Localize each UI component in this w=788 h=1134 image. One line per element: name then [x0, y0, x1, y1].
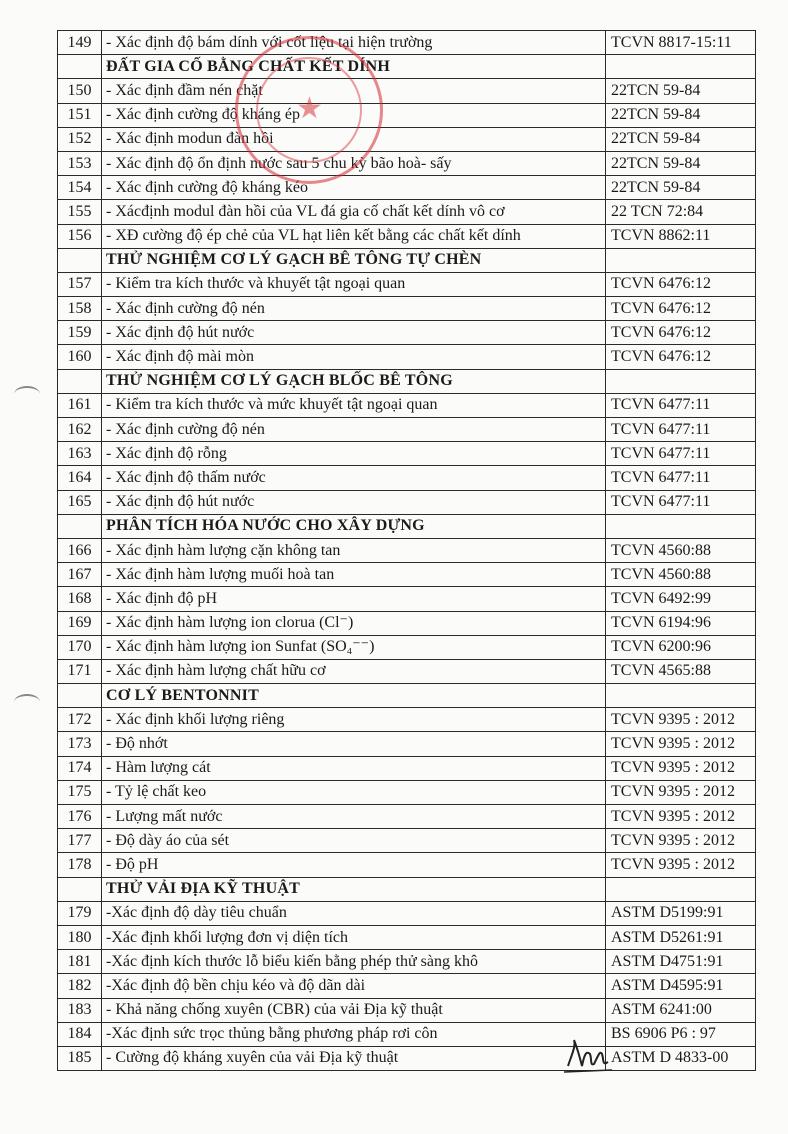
section-title: CƠ LÝ BENTONNIT: [102, 684, 606, 708]
test-description: - Độ dày áo của sét: [102, 829, 606, 853]
test-description: - Xác định độ pH: [102, 587, 606, 611]
table-row: [58, 659, 756, 683]
test-description: - Độ nhớt: [102, 732, 606, 756]
table-row: [58, 756, 756, 780]
standard-code: 22TCN 59-84: [606, 79, 756, 103]
standard-code: TCVN 6492:99: [606, 587, 756, 611]
table-row: [58, 780, 756, 804]
section-header-row: [58, 248, 756, 272]
row-number: 169: [58, 611, 102, 635]
table-row: [58, 272, 756, 296]
standard-code: TCVN 9395 : 2012: [606, 829, 756, 853]
section-num-cell: [58, 684, 102, 708]
punch-hole-mark: [14, 386, 40, 402]
test-description: - Xác định cường độ kháng ép: [102, 103, 606, 127]
row-number: 170: [58, 635, 102, 659]
row-number: 151: [58, 103, 102, 127]
table-row: [58, 345, 756, 369]
section-num-cell: [58, 248, 102, 272]
row-number: 184: [58, 1022, 102, 1046]
table-row: [58, 1022, 756, 1046]
table-row: [58, 31, 756, 55]
standard-code: TCVN 6477:11: [606, 418, 756, 442]
section-header-row: [58, 877, 756, 901]
section-title: THỬ NGHIỆM CƠ LÝ GẠCH BÊ TÔNG TỰ CHÈN: [102, 248, 606, 272]
section-std-cell: [606, 369, 756, 393]
row-number: 176: [58, 805, 102, 829]
section-std-cell: [606, 55, 756, 79]
test-description: -Xác định kích thước lỗ biểu kiến bằng phép thử sàng khô: [102, 950, 606, 974]
row-number: 153: [58, 151, 102, 175]
section-num-cell: [58, 877, 102, 901]
row-number: 183: [58, 998, 102, 1022]
test-description: - Xác định hàm lượng cặn không tan: [102, 538, 606, 562]
standard-code: TCVN 8817-15:11: [606, 31, 756, 55]
standard-code: ASTM D 4833-00: [606, 1046, 756, 1070]
test-description: - Xác định hàm lượng ion Sunfat (SO₄⁻⁻): [102, 635, 606, 659]
standard-code: TCVN 6477:11: [606, 393, 756, 417]
table-row: [58, 732, 756, 756]
row-number: 168: [58, 587, 102, 611]
section-title: THỬ VẢI ĐỊA KỸ THUẬT: [102, 877, 606, 901]
table-row: [58, 418, 756, 442]
table-row: [58, 176, 756, 200]
table-row: [58, 103, 756, 127]
standard-code: ASTM D4595:91: [606, 974, 756, 998]
standard-code: ASTM D4751:91: [606, 950, 756, 974]
standard-code: ASTM 6241:00: [606, 998, 756, 1022]
test-description: -Xác định khối lượng đơn vị diện tích: [102, 925, 606, 949]
table-row: [58, 1046, 756, 1070]
row-number: 166: [58, 538, 102, 562]
test-description: - Xác định độ hút nước: [102, 321, 606, 345]
section-num-cell: [58, 369, 102, 393]
row-number: 172: [58, 708, 102, 732]
standard-code: TCVN 6477:11: [606, 442, 756, 466]
standard-code: TCVN 6476:12: [606, 345, 756, 369]
row-number: 182: [58, 974, 102, 998]
standard-code: TCVN 9395 : 2012: [606, 708, 756, 732]
standard-code: TCVN 6477:11: [606, 466, 756, 490]
standard-code: TCVN 6476:12: [606, 297, 756, 321]
standard-code: 22TCN 59-84: [606, 151, 756, 175]
table-row: [58, 538, 756, 562]
row-number: 162: [58, 418, 102, 442]
row-number: 161: [58, 393, 102, 417]
table-row: [58, 200, 756, 224]
section-header-row: [58, 514, 756, 538]
standard-code: TCVN 8862:11: [606, 224, 756, 248]
standard-code: TCVN 4565:88: [606, 659, 756, 683]
standard-code: TCVN 9395 : 2012: [606, 853, 756, 877]
row-number: 150: [58, 79, 102, 103]
test-description: - Lượng mất nước: [102, 805, 606, 829]
test-description: - Độ pH: [102, 853, 606, 877]
table-row: [58, 587, 756, 611]
test-description: - Xác định hàm lượng muối hoà tan: [102, 563, 606, 587]
table-row: [58, 224, 756, 248]
table-row: [58, 393, 756, 417]
row-number: 181: [58, 950, 102, 974]
section-header-row: [58, 369, 756, 393]
row-number: 173: [58, 732, 102, 756]
table-row: [58, 635, 756, 659]
standard-code: 22TCN 59-84: [606, 176, 756, 200]
test-description: - Xác định cường độ nén: [102, 297, 606, 321]
row-number: 156: [58, 224, 102, 248]
standard-code: TCVN 9395 : 2012: [606, 732, 756, 756]
standard-code: 22TCN 59-84: [606, 103, 756, 127]
standard-code: ASTM D5261:91: [606, 925, 756, 949]
table-body: [58, 31, 756, 1071]
standard-code: 22TCN 59-84: [606, 127, 756, 151]
test-description: - Xác định độ ổn định nước sau 5 chu kỳ bão hoà- sấy: [102, 151, 606, 175]
section-std-cell: [606, 514, 756, 538]
table-row: [58, 611, 756, 635]
test-description: - Xác định modun đàn hồi: [102, 127, 606, 151]
row-number: 158: [58, 297, 102, 321]
section-num-cell: [58, 514, 102, 538]
test-description: -Xác định độ bền chịu kéo và độ dãn dài: [102, 974, 606, 998]
punch-hole-mark: [14, 694, 40, 710]
table-row: [58, 297, 756, 321]
test-description: - Xácđịnh modul đàn hồi của VL đá gia cố chất kết dính vô cơ: [102, 200, 606, 224]
section-num-cell: [58, 55, 102, 79]
row-number: 164: [58, 466, 102, 490]
table-row: [58, 442, 756, 466]
test-description: - Xác định hàm lượng chất hữu cơ: [102, 659, 606, 683]
row-number: 159: [58, 321, 102, 345]
test-description: - Xác định cường độ kháng kéo: [102, 176, 606, 200]
test-description: - Cường độ kháng xuyên của vải Địa kỹ thuật: [102, 1046, 606, 1070]
test-description: - Xác định độ bám dính với cốt liệu tại hiện trường: [102, 31, 606, 55]
row-number: 178: [58, 853, 102, 877]
standard-code: TCVN 9395 : 2012: [606, 756, 756, 780]
section-std-cell: [606, 684, 756, 708]
row-number: 154: [58, 176, 102, 200]
test-description: - Xác định độ mài mòn: [102, 345, 606, 369]
row-number: 155: [58, 200, 102, 224]
table-row: [58, 950, 756, 974]
row-number: 163: [58, 442, 102, 466]
test-description: - Hàm lượng cát: [102, 756, 606, 780]
standard-code: BS 6906 P6 : 97: [606, 1022, 756, 1046]
standard-code: TCVN 6476:12: [606, 321, 756, 345]
row-number: 175: [58, 780, 102, 804]
row-number: 157: [58, 272, 102, 296]
row-number: 167: [58, 563, 102, 587]
test-description: - Xác định hàm lượng ion clorua (Cl⁻): [102, 611, 606, 635]
row-number: 174: [58, 756, 102, 780]
table-row: [58, 79, 756, 103]
table-row: [58, 490, 756, 514]
table-row: [58, 127, 756, 151]
row-number: 152: [58, 127, 102, 151]
test-description: - XĐ cường độ ép chẻ của VL hạt liên kết bằng các chất kết dính: [102, 224, 606, 248]
test-description: - Xác định đầm nén chặt: [102, 79, 606, 103]
table-row: [58, 829, 756, 853]
test-description: -Xác định sức trọc thủng bằng phương pháp rơi côn: [102, 1022, 606, 1046]
table-row: [58, 151, 756, 175]
section-title: PHÂN TÍCH HÓA NƯỚC CHO XÂY DỰNG: [102, 514, 606, 538]
document-page: [57, 30, 755, 1071]
standard-code: TCVN 6477:11: [606, 490, 756, 514]
table-row: [58, 466, 756, 490]
table-row: [58, 321, 756, 345]
stamp-star-icon: ★: [296, 92, 323, 125]
row-number: 177: [58, 829, 102, 853]
table-row: [58, 563, 756, 587]
row-number: 149: [58, 31, 102, 55]
standard-code: TCVN 6476:12: [606, 272, 756, 296]
table-row: [58, 708, 756, 732]
row-number: 179: [58, 901, 102, 925]
test-description: - Xác định độ thấm nước: [102, 466, 606, 490]
test-description: - Kiểm tra kích thước và khuyết tật ngoại quan: [102, 272, 606, 296]
section-title: THỬ NGHIỆM CƠ LÝ GẠCH BLỐC BÊ TÔNG: [102, 369, 606, 393]
section-title: ĐẤT GIA CỐ BẰNG CHẤT KẾT DÍNH: [102, 55, 606, 79]
test-description: - Xác định cường độ nén: [102, 418, 606, 442]
test-standards-table: [57, 30, 756, 1071]
table-row: [58, 974, 756, 998]
test-description: - Xác định khối lượng riêng: [102, 708, 606, 732]
test-description: - Xác định độ rỗng: [102, 442, 606, 466]
table-row: [58, 925, 756, 949]
test-description: - Khả năng chống xuyên (CBR) của vải Địa kỹ thuật: [102, 998, 606, 1022]
table-row: [58, 998, 756, 1022]
row-number: 185: [58, 1046, 102, 1070]
test-description: - Kiểm tra kích thước và mức khuyết tật ngoại quan: [102, 393, 606, 417]
standard-code: TCVN 6200:96: [606, 635, 756, 659]
section-std-cell: [606, 877, 756, 901]
row-number: 160: [58, 345, 102, 369]
table-row: [58, 853, 756, 877]
section-std-cell: [606, 248, 756, 272]
standard-code: TCVN 9395 : 2012: [606, 805, 756, 829]
standard-code: TCVN 9395 : 2012: [606, 780, 756, 804]
test-description: - Xác định độ hút nước: [102, 490, 606, 514]
row-number: 171: [58, 659, 102, 683]
standard-code: TCVN 4560:88: [606, 563, 756, 587]
test-description: -Xác định độ dày tiêu chuẩn: [102, 901, 606, 925]
table-row: [58, 901, 756, 925]
standard-code: 22 TCN 72:84: [606, 200, 756, 224]
table-row: [58, 805, 756, 829]
standard-code: ASTM D5199:91: [606, 901, 756, 925]
section-header-row: [58, 55, 756, 79]
standard-code: TCVN 6194:96: [606, 611, 756, 635]
test-description: - Tỷ lệ chất keo: [102, 780, 606, 804]
row-number: 180: [58, 925, 102, 949]
standard-code: TCVN 4560:88: [606, 538, 756, 562]
row-number: 165: [58, 490, 102, 514]
section-header-row: [58, 684, 756, 708]
